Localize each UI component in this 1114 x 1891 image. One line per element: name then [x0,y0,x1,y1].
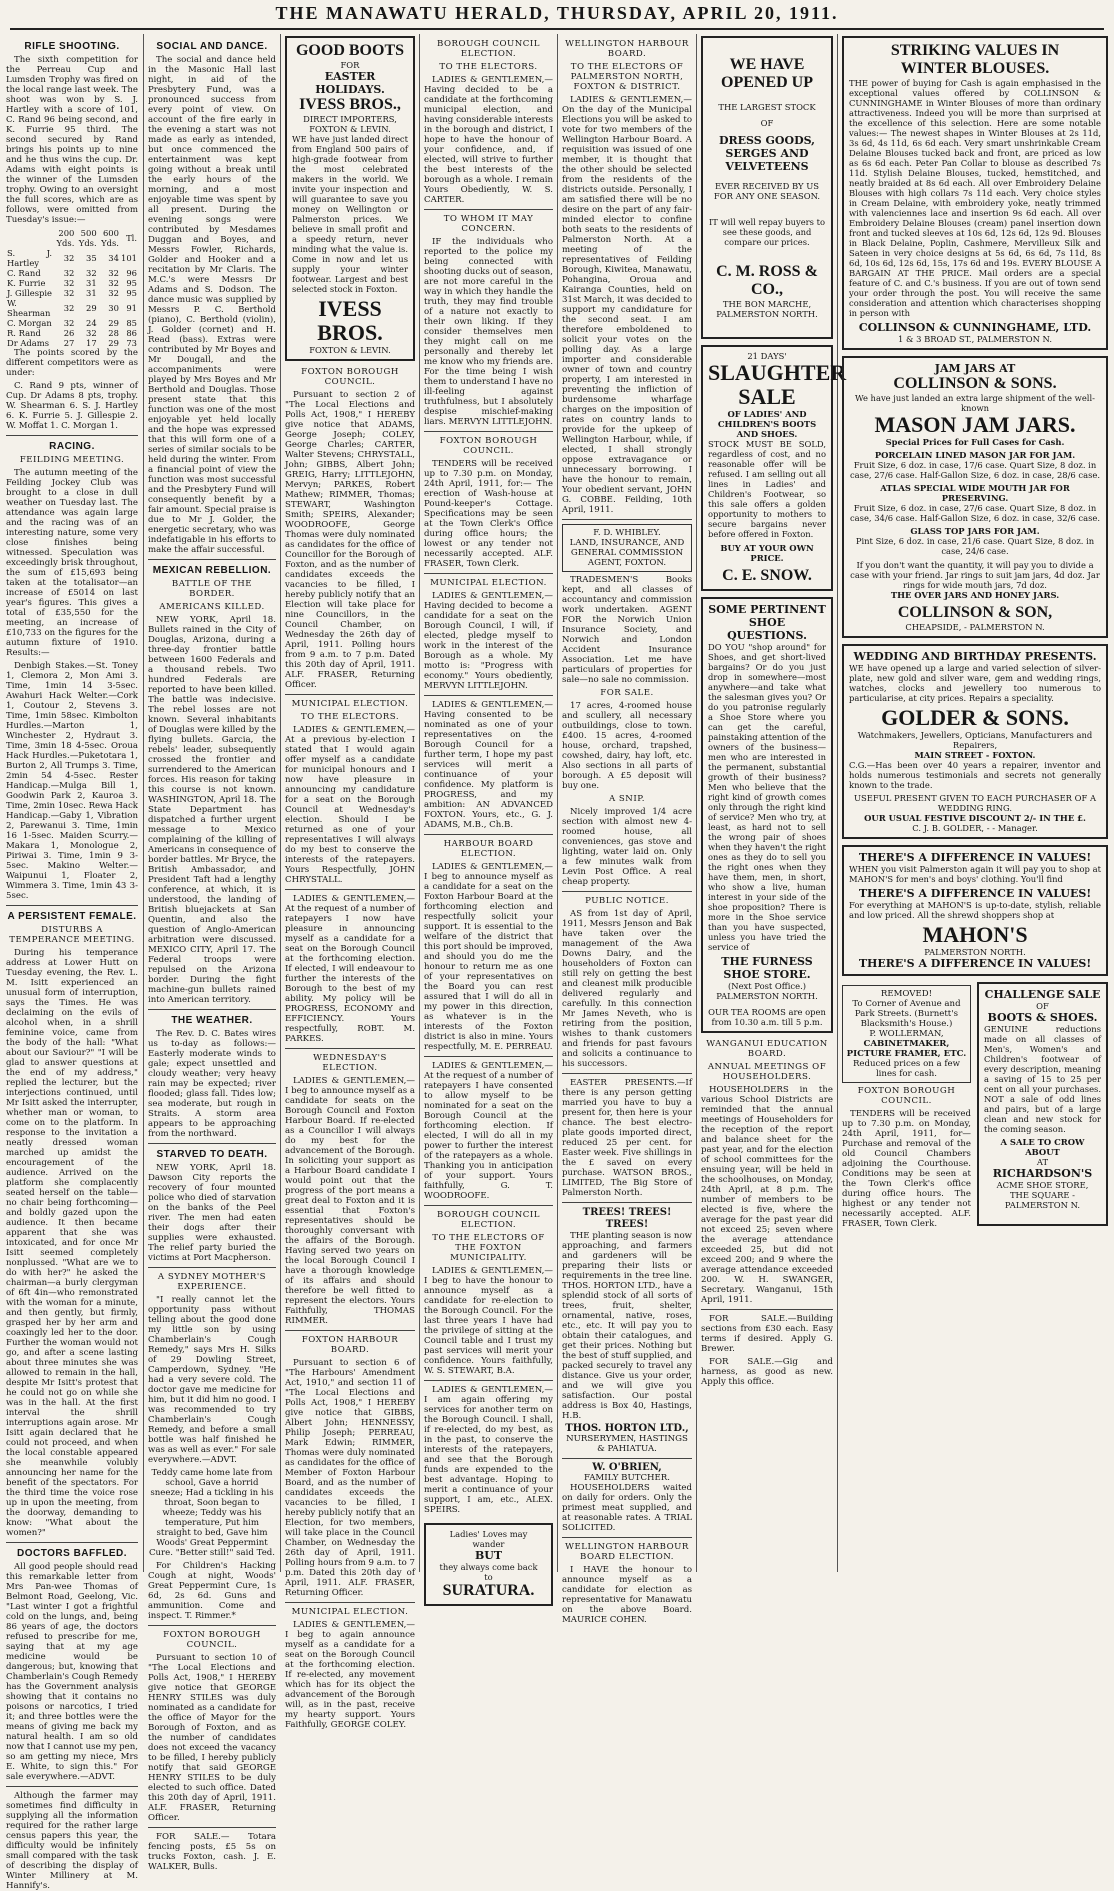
subheadline: TO THE ELECTORS OF THE FOXTON MUNICIPALITY. [432,1233,545,1263]
divider [424,1380,553,1381]
divider [424,573,553,574]
ad-heading: SLAUGHTER [708,360,847,385]
ad-heading: THERE'S A DIFFERENCE IN VALUES! [858,851,1092,864]
ad-text: OF [760,118,774,128]
challenge-sale-ad [977,982,1108,1226]
table-cell: 28 [108,328,119,338]
ad-text: C. J. B. GOLDER, - - Manager. [912,823,1038,833]
divider [562,1537,692,1538]
table-cell: 34 [108,253,119,263]
ad-text: OUR TEA ROOMS are open from 10.30 a.m. till 5 p.m. [708,1007,826,1027]
ad-text: THE OVER JARS AND HONEY JARS. [890,590,1060,600]
headline: SOCIAL AND DANCE. [156,41,268,52]
ad-heading: GOOD BOOTS [295,42,405,59]
article-body: All good people should read this remarkable letter from Mrs Pan-wee Thomas of Belmont Road, Geelong, Vic. "Last winter I got a frightful cold on the lungs, and, being 86 years of age, the doctors refused to prescribe for me, saying that at my age medicine would be dangerous; but, knowing that Chamberlain's Cough Remedy has the Government analysis showing that it contains no poisons or narcotics, I tried it; and three bottles were the means of giving me back my natural health. I am so old now that I cannot use my pen, so am getting my niece, Mrs E. White, to sign this." For sale everywhere.—ADVT. [6,1562,138,1782]
table-cell: 101 [121,253,137,263]
divider [148,1143,276,1144]
ad-text: they always come back [439,1562,538,1572]
subheadline: WEDNESDAY'S ELECTION. [313,1053,387,1073]
table-cell: 26 [63,328,75,338]
ad-text: IT will well repay buyers to see these goods, and compare our prices. [708,217,826,247]
notice-body: LADIES & GENTLEMEN,— At the request of a number of ratepayers I now have pleasure in announcing myself as a candidate for a seat on the Borough Council at the forthcoming election. If elected, I will endeavour to further the interests of the Borough to the best of my ability. My policy will be PROGRESS, ECONOMY and EFFICIENCY. Yours respectfully, ROBT. M. PARKES. [285,894,415,1044]
column-6 [701,36,847,1572]
ad-text: PORCELAIN LINED MASON JAR FOR JAM. [874,450,1076,460]
notice-body: LADIES & GENTLEMEN,— I beg to announce myself as a candidate for seats on the Borough Council and Foxton Harbour Board. If re-elected as a Councillor I will always do my best for the advancement of the Borough. In soliciting your support as a Harbour Board candidate I would point out that the progress of the port means a great deal to Foxton and it is essential that Foxton's representatives should be thoroughly conversant with the affairs of the Borough. Having served two years on the local Borough Council I have a thorough knowledge of its affairs and should therefore be well fitted to represent the electors. Yours Faithfully, THOMAS RIMMER. [285,1076,415,1326]
article-body: NEW YORK, April 18. Bullets rained in the City of Douglas, Arizona, during a three-day frontier battle between 1600 Federals and a thousand rebels. Two hundred Federals are reported to have been killed. The battle was indecisive. The rebel losses are not known. Several inhabitants of Douglas were killed by the flying bullets. Garcia, the rebels' leader, subsequently crossed the frontier and surrendered to the American forces. His reason for taking this course is not known. WASHINGTON, April 18. The State Department has dispatched a further urgent message to Mexico complaining of the killing of Americans in consequence of border battles. Mr Bryce, the British Ambassador, and President Taft had a lengthy conference, at which, it is understood, the landing of British bluejackets at San Quentin, and also the question of Anglo-American arbitration were discussed. MEXICO CITY, April 17. The Federal troops were repulsed on the Arizona border. During the fight machine-gun bullets rained into American territory. [148,615,276,1005]
subheadline: FOXTON HARBOUR BOARD. [301,1335,399,1355]
table-cell [6,228,53,248]
table-cell: 86 [126,328,137,338]
table-cell: 32 [63,288,75,298]
headline: THE WEATHER. [171,1015,253,1026]
notice-body: TENDERS will be received up to 7.30 p.m. on Monday, 24th April, 1911, for:— The erection of Wash-house at Pound-keeper's Cottage. Specifications may be seen at the Town Clerk's Office during office hours; the lowest or any tender not necessarily accepted. ALF. FRASER, Town Clerk. [424,459,553,569]
table-row [6,248,138,268]
ad-heading: OPENED UP [721,74,813,91]
subheadline: A SNIP. [608,794,645,804]
notice-body: TENDERS will be received up to 7.30 p.m. on Monday, 24th April, 1911, for— Purchase and removal of the old Council Chambers adjoining the Courthouse. Conditions may be seen at the Town Clerk's office during office hours. The highest or any tender not necessarily accepted. ALF. FRASER, Town Clerk. [842,1109,971,1229]
furness-shoe-ad [701,597,833,1033]
notice-body: TRADESMEN'S Books kept, and all classes of accountancy and commission work undertaken. AGENT FOR the Norwich Union Insurance Society, and Norwich and London Accident Insurance Association. Let me have particulars of properties for sale—no sale no commission. [562,575,692,685]
masthead-rule [10,28,1104,30]
notice-body: IF the individuals who reported to the police my being connected with shooting ducks out of season, are not more careful in the way in which they handle the truth, they may find trouble of a nature not exactly to their own liking. If they consider themselves men they might call on me personally and thereby let me know who my friends are. For the time being I wish them to understand I have no ill-feeling against truthfulness, but I absolutely despise mischief-making liars. MERVYN LITTLEJOHN. [424,237,553,427]
article-body: The autumn meeting of the Feilding Jockey Club was brought to a close in dull weather on Tuesday last. The attendance was again large and the racing was of an interesting nature, some very close finishes being witnessed. Speculation was exceedingly brisk throughout, the sum of £15,693 being taken at the totalisator—an increase of £5014 on last year's figures. This gives a total of £35,550 for the meeting, an increase of £10,733 on the figures for the autumn fixture of 1910. Results:— [6,468,138,658]
bottom-ad-row [842,982,1108,1232]
table-cell: 200 Yds. [56,228,75,248]
ad-heading: GOLDER & SONS. [881,705,1069,730]
table-row [6,268,138,278]
blouse-ad [842,36,1108,350]
table-cell: 24 [85,318,97,328]
ad-text: FOR [340,60,360,70]
ad-text: To Corner of Avenue and Park Streets. (Burnett's Blacksmith's House.) [852,999,961,1029]
classified-ad: FOR SALE.—Gig and harness, as good as new. Apply this office. [701,1357,833,1387]
table-cell: 600 Yds. [101,228,119,248]
subheadline: MUNICIPAL ELECTION. [291,1607,409,1617]
divider [6,905,138,906]
divider [424,1056,553,1057]
table-cell: 32 [63,268,75,278]
table-cell: 31 [85,288,97,298]
subheadline: TO WHOM IT MAY CONCERN. [443,214,534,234]
ad-heading: EASTER HOLIDAYS. [315,70,385,96]
table-cell: 73 [126,338,137,348]
notice-body: 17 acres, 4-roomed house and scullery, all necessary outbuildings, close to town. £400. 15 acres, 4-roomed house, orchard, trapshed, cowshed, dairy, hay loft, etc. Also sections in all parts of borough. A £5 deposit will buy one. [562,701,692,791]
subheadline: TO THE ELECTORS OF PALMERSTON NORTH, FOXTON & DISTRICT. [570,62,684,92]
ad-heading: BOOTS & SHOES. [987,1011,1098,1024]
ad-body: GENUINE reductions made on all classes of Men's, Women's and Children's footwear of every description, meaning a saving of 15 to 25 per cent on all your purchases. NOT a sale of odd lines and pairs, but of a large clean and new stock for the coming season. [983,1024,1101,1134]
notice-body: Pursuant to section 10 of "The Local Elections and Polls Act, 1908," I HEREBY give notice that GEORGE HENRY STILES was duly nominated as a candidate for the office of Mayor for the Borough of Foxton, and as the number of candidates does not exceed the vacancy to be filled, I hereby publicly notify that said GEORGE HENRY STILES to be duly elected to such office. Dated this 20th day of April, 1911. ALF. FRASER, Returning Officer. [148,1653,276,1823]
ad-heading: WINTER BLOUSES. [900,60,1050,77]
ad-text: A SALE TO CROW ABOUT [1000,1137,1085,1157]
ad-text: (Next Post Office.) PALMERSTON NORTH. [716,981,818,1001]
ad-heading: W. O'BRIEN, [592,1462,662,1473]
ad-body: WE have just landed direct from England 500 pairs of high-grade footwear from the most celebrated makers in the world. We invite your inspection and will guarantee to save you money on Wellington or Palmerston prices. We believe in small profit and a speedy return, never minding what the value is. Come in now and let us supply your winter footwear. Largest and best selected stock in Foxton. [292,134,408,294]
divider [424,209,553,210]
subheadline: BOROUGH COUNCIL ELECTION. [437,39,540,59]
notice-body: LADIES & GENTLEMEN,— I beg to announce myself as a candidate for a seat on the Foxton Harbour Board at the forthcoming election and respectfully solicit your support. It is essential to the welfare of the district that this port should be improved, and should you do me the honour to return me as one of your representatives on the Board you can rest assured that I will do all in my power in this direction, as whatever is in the interests of the Foxton district is also in mine. Yours respectfully, M. E. PERREAU. [424,862,553,1052]
ad-body: WE have opened up a large and varied selection of silver-plate, new gold and silver ware, gem and wedding rings, watches, clocks and jewellery too numerous to particularise, at city prices. Repairs a speciality. [849,663,1101,703]
divider [148,559,276,560]
ross-ad [701,36,833,339]
ad-heading: VELVETEENS [725,160,809,173]
notice-body: EASTER PRESENTS.—If there is any person getting married you have to buy a present for, then here is your chance. The best electro-plate goods imported direct, reduced 25 per cent. for Easter week. Five shillings in the £ saved on every purchase. WATSON BROS., LIMITED, The Big Store of Palmerston North. [562,1078,692,1198]
ad-text: Fruit Size, 6 doz. in case, 27/6 case. Quart Size, 8 doz. in case, 34/6 case. Half-Gallon Size, 6 doz. in case, 32/6 case. [849,503,1101,523]
table-cell: 31 [85,278,97,288]
ad-heading: C. M. ROSS & CO., [716,263,818,298]
ad-text: LAND, INSURANCE, AND GENERAL COMMISSION AGENT, FOXTON. [569,538,685,568]
column-1 [6,36,138,1891]
table-cell: 32 [108,268,119,278]
verse: Teddy came home late from school, Gave a horrid sneeze; Had a tickling in his throat, Soon began to wheeze; Teddy was his temperature, Put him straight to bed, Gave him Woods' Great Peppermint Cure. "Better still!" said Ted. [148,1468,276,1558]
ad-body: THE power of buying for Cash is again emphasised in the exceptional values offered by COLLINSON & CUNNINGHAME in Winter Blouses of more than ordinary attractiveness. Indeed you will be more than surprised at the excellence of this selection. Here are some notable values:— The newest shapes in Winter Blouses at 2s 11d, 3s 6d, 4s 11d, 6s 6d each. Very smart unshrinkable Cream Delaine Blouses tucked back and front, are priced as low as 6s 6d each. Peter Pan Collar to blouse as described 7s 11d. Stylish Delaine Blouses, tucked, hemstitched, and neatly braided at 8s 6d each. All over Embroidery Delaine Blouses with high collars 7s 11d each. Very choice styles in Cream Delaine, with embroidery yoke, neatly trimmed with valenciennes lace and insertion 9s 6d each. All over Embroidery Delaine Blouses (cream) panel insertion down front and tucked sleeves at 10s 6d, 12s 6d, 12s 9d. Blouses in Black Delaine, Poplin, Cashmere, Mervilleux Silk and Sateen in very choice designs at 5s 6d, 6s 6d, 7s 11d, 8s 6d, 10s 6d, 12s 6d, 15s, 17s 6d and 19s. EVERY BLOUSE A BARGAIN AT THE PRICE. Mail orders are a special feature of C. and C.'s business. If you are out of town send your order through the post. You will receive the same consideration and attention which characterises shopping in person with [849,78,1101,318]
article-body: NEW YORK, April 18. Dawson City reports the recovery of four mounted police who died of starvation on the banks of the Peel river. The men had eaten their dogs after their supplies were exhausted. The relief party buried the victims at Port Macpherson. [148,1163,276,1263]
ad-heading: SURATURA. [442,1582,535,1599]
table-cell: 85 [126,318,137,328]
ad-heading: DRESS GOODS, [718,134,816,147]
column-rule [280,34,281,1572]
column-7 [842,36,1108,1572]
subheadline: BATTLE OF THE BORDER. [171,579,253,599]
table-cell: 500 Yds. [78,228,97,248]
ad-text: FOXTON & LEVIN. [309,345,391,355]
table-row [6,338,138,348]
ad-heading: WE HAVE [729,56,805,73]
table-cell: 29 [108,318,119,328]
divider [148,1625,276,1626]
article-body: For Children's Hacking Cough at night, Woods' Great Peppermint Cure, 1s 6d, 2s 6d. Guns and ammunition. Come and inspect. T. Rimmer.* [148,1561,276,1621]
notice-body: LADIES & GENTLEMEN,— Having consented to be nominated as one of your representatives on the Borough Council for a further term, I hope my past services will merit a continuance of your confidence. My platform is PROGRESS, and my ambition: AN ADVANCED FOXTON. Yours, etc., G. J. ADAMS, M.B., Ch.B. [424,700,553,830]
article-body: The sixth competition for the Perreau Cup and Lumsden Trophy was fired on the local range last week. The shoot was won by S. J. Hartley with a score of 101, C. Rand 96 being second, and K. Furrie 95 third. The second secured by Rand brings his points up to nine and he thus wins the cup. Dr. Adams with eight points is the winner of the Lumsden trophy. Owing to an oversight the full scores, which are as follows, were omitted from Tuesday's issue:— [6,55,138,225]
ad-heading: SALE [738,384,796,409]
divider [6,1786,138,1787]
masthead: THE MANAWATU HERALD, THURSDAY, APRIL 20, 1911. [275,3,839,23]
table-cell: 32 [63,278,75,288]
notice-body: THE planting season is now approaching, and farmers and gardeners will be preparing their lists or requirements in the tree line. THOS. HORTON LTD., have a splendid stock of all sorts of trees, fruit, shelter, ornamental, native, roses, etc., etc. It will pay you to obtain their catalogues, and get their prices. Nothing but the best of stuff supplied, and packed securely to travel any distance. Give us your order, and we will give you satisfaction. Our postal address is Box 40, Hastings, H.B. [562,1231,692,1421]
suratura-ad [424,1523,553,1606]
subheadline: AMERICANS KILLED. [159,602,265,612]
subheadline: PUBLIC NOTICE. [585,896,669,906]
notice-body: HOUSEHOLDERS in the various School Districts are reminded that the annual meetings of Householders for the reception of the report and balance sheet for the past year, and for the election of school committees for the ensuing year, will be held in the schoolhouses, on Monday, 24th April, at 8 p.m. The number of members to be elected is five, where the average for the past year did not exceed 25; seven where the average attendance exceeded 25, but did not exceed 200; and 9 where the average attendance exceeded 200. W. H. SWANGER, Secretary. Wanganui, 15th April, 1911. [701,1085,833,1305]
subheadline: HARBOUR BOARD ELECTION. [443,839,534,859]
ad-heading: COLLINSON & SON, [897,604,1053,621]
headline: RACING. [49,441,95,452]
ad-heading: RICHARDSON'S [992,1167,1093,1180]
notice-body: Nicely improved 1/4 acre section with almost new 4-roomed house, all conveniences, gas stove and lighting, water laid on. Only a few minutes walk from Levin Post Office. A real cheap property. [562,807,692,887]
snow-sale-ad [701,345,847,591]
ad-text: GLASS TOP JARS FOR JAM. [910,526,1040,536]
subheadline: A SYDNEY MOTHER'S EXPERIENCE. [157,1272,267,1292]
column-4 [424,36,553,1599]
table-cell: 29 [85,303,97,313]
subheadline: BOROUGH COUNCIL ELECTION. [437,1210,540,1230]
ad-heading: CHALLENGE SALE [984,988,1101,1001]
ad-text: CABINETMAKER, PICTURE FRAMER, ETC. [846,1039,967,1059]
ad-text: 21 DAYS' [747,351,787,361]
ad-heading: COLLINSON & CUNNINGHAME, LTD. [858,321,1092,334]
ad-text: Ladies' Loves may [449,1529,528,1539]
table-cell: K. Furrie [7,278,46,288]
ad-heading: COLLINSON & SONS. [893,375,1057,392]
ad-text: MAIN STREET - FOXTON. [914,750,1036,760]
notice-body: LADIES & GENTLEMEN,— I beg to again announce myself as a candidate for a seat on the Borough Council at the forthcoming election. If re-elected, any movement which has for its object the advancement of the Borough will, as in the past, receive my hearty support. Yours Faithfully, GEORGE COLEY. [285,1620,415,1730]
table-cell: C. Morgan [7,318,52,328]
ad-text: Watchmakers, Jewellers, Opticians, Manufacturers and Repairers, [857,730,1093,750]
bottom-left-ads [842,982,971,1232]
ad-body: DO YOU "shop around" for Shoes, and get short-lived bargains? Or do you just drop in somewhere—most anywhere—and take what the salesman gives you? Or do you patronise regularly a Shoe Store where you can get the careful, painstaking attention of the owners of the business—men who are interested in the permanent, substantial growth of their business? Men who believe that the right kind of growth comes only through the right kind of service? Men who try, at least, as hard not to sell the wrong pair of shoes when they haven't the right ones as they do to sell you the right ones when they have them, men, in short, who show a live, human interest in your side of the shoe proposition? There is more in the Shoe service than you have suspected, unless you have tried the service of [708,642,826,952]
ad-heading: TREES! [582,1207,626,1218]
table-row [6,288,138,298]
removed-ad [842,985,971,1083]
subheadline: DISTURBS A TEMPERANCE MEETING. [9,925,135,945]
subheadline: TO THE ELECTORS. [439,62,538,72]
table-cell: 29 [108,338,119,348]
ad-heading: F. D. WHIBLEY. [593,528,661,538]
table-cell: 32 [63,303,75,313]
divider [285,694,415,695]
ad-text: NURSERYMEN, HASTINGS & PAHIATUA. [566,1434,688,1454]
ad-text: ACME SHOE STORE, [996,1180,1089,1190]
ad-text: THE LARGEST STOCK [718,102,816,112]
ad-heading: THE FURNESS SHOE STORE. [721,955,813,981]
table-cell: 17 [85,338,97,348]
notice-body: LADIES & GENTLEMEN,— On the day of the Municipal Elections you will be asked to vote for two members of the Wellington Harbour Board. A requisition was issued of one member, it is thought that the other should be selected from the residents of the districts outside. Personally, I am satisfied there will be no desire on the part of any fair-minded elector to confine both seats to the residents of Palmerston North. At a meeting of the representatives of Feilding Borough, Kiwitea, Manawatu, Pohangina, Oroua and Kairanga Counties, held on 31st March, it was decided to support my candidature for the second seat. I am therefore emboldened to solicit your votes on the polling day. As a large importer and considerable owner of town and country property, I am interested in preventing the infliction of burdensome wharfage charges on the imposition of rates on country lands to provide for the upkeep of Wellington Harbour, while, if elected, I shall strongly oppose extravagance or unnecessary borrowing. I have the honour to remain, Your obedient servant, JOHN G. COBBE. Feilding, 10th April, 1911. [562,95,692,515]
ad-heading: P. WOLLERMAN, [869,1029,944,1039]
column-2 [148,36,276,1872]
divider [285,1602,415,1603]
table-cell: 32 [63,253,75,263]
table-cell: 32 [85,268,97,278]
subheadline: FOXTON BOROUGH COUNCIL. [857,1086,956,1106]
divider [6,435,138,436]
ad-text: to [484,1572,493,1582]
notice-body: LADIES & GENTLEMEN,— I am again offering my services for another term on the Borough Council. I shall, if re-elected, do my best, as in the past, to conserve the interests of the ratepayers, and see that the Borough funds are expended to the best advantage. Hoping to merit a continuance of your support, I am, etc., ALEX. SPEIRS. [424,1385,553,1515]
notice-body: LADIES & GENTLEMEN,— I beg to have the honour to announce myself as a candidate for re-election to the Borough Council. For the last three years I have had the privilege of sitting at the Council table and I trust my past services will merit your confidence. Yours faithfully, W. S. STEWART, B.A. [424,1266,553,1376]
table-cell: 32 [63,318,75,328]
ad-text: DIRECT IMPORTERS, FOXTON & LEVIN. [303,114,397,134]
divider [148,1827,276,1828]
ad-text: OF LADIES' AND CHILDREN'S BOOTS AND SHOES. [717,409,817,439]
divider [285,1048,415,1049]
ad-text: USEFUL PRESENT GIVEN TO EACH PURCHASER OF A WEDDING RING. [853,793,1097,813]
notice-body: AS from 1st day of April, 1911, Messrs Jenson and Bak have taken over the management of the Awa Downs Dairy, and the householders of Foxton can still rely on getting the best and cleanest milk producible delivered regularly and carefully. In this connection Mr James Neveth, who is retiring from the position, wishes to thank customers and friends for past favours and solicits a continuance to his successors. [562,909,692,1069]
table-cell: 96 [126,268,137,278]
ad-heading: TREES! [605,1219,649,1230]
ad-text: PALMERSTON NORTH. [716,309,818,319]
divider [424,431,553,432]
notice-body: I HAVE the honour to announce myself as a candidate for election as representative for Manawatu on the above Board. MAURICE COHEN. [562,1565,692,1625]
headline: STARVED TO DEATH. [156,1149,268,1160]
ad-heading: THERE'S A DIFFERENCE IN VALUES! [858,957,1092,970]
table-row [6,298,138,318]
divider [424,1205,553,1206]
ad-text: wander [472,1539,505,1549]
ad-heading: MASON JAM JARS. [874,412,1076,437]
table-cell: 91 [126,303,137,313]
table-cell: C. Rand [7,268,41,278]
table-cell: Dr Adams [7,338,50,348]
ad-heading: WEDDING AND BIRTHDAY PRESENTS. [853,650,1097,663]
ad-text: 1 & 3 BROAD ST., PALMERSTON N. [897,334,1053,344]
ad-text: OF [1036,1001,1049,1011]
ad-body: WHEN you visit Palmerston again it will pay you to shop at MAHON'S for men's and boys' clothing. You'll find [849,864,1101,884]
ad-heading: TREES! [628,1207,672,1218]
table-header-row [6,228,138,248]
table-cell: 95 [126,288,137,298]
score-table [6,228,138,348]
ad-body: For everything at MAHON'S is up-to-date, stylish, reliable and low priced. All the shrewd shoppers shop at [849,900,1101,920]
headline: A PERSISTENT FEMALE. [7,911,137,922]
table-cell: Tl. [126,233,137,243]
article-body: The points scored by the different competitors were as under: [6,348,138,378]
ad-text: THE SQUARE - PALMERSTON N. [1004,1190,1081,1210]
divider [424,834,553,835]
table-cell: S. J. Hartley [7,248,53,268]
notice-body: Pursuant to section 6 of "The Harbours' Amendment Act, 1910," and section 11 of "The Local Elections and Polls Act, 1908," I HEREBY give notice that GIBBS, Albert John; HENNESSY, Philip Joseph; PERREAU, Mark Edwin; RIMMER, Thomas were duly nominated as candidates for the office of Member of Foxton Harbour Board, and as the number of candidates exceeds the vacancies to be filled, I hereby publicly notify that an Election, for two members, will take place in the Council Chamber, on Wednesday the 26th day of April, 1911. Polling hours from 9 a.m. to 7 p.m. Dated this 20th day of April, 1911. ALF. FRASER, Returning Officer. [285,1358,415,1598]
divider [562,519,692,520]
divider [285,1330,415,1331]
article-body: The social and dance held in the Masonic Hall last night, in aid of the Presbytery Fund, was a pronounced success from every point of view. On account of the fire early in the evening a start was not made as early as intended, but once commenced the entertainment was kept going without a break until the early hours of the morning, and a most enjoyable time was spent by all present. During the evening songs were contributed by Mesdames Duggan and Boyes, and Messrs Fowler, Richards, Golder and Hooker and a recitation by Mr Claris. The M.C.'s were Messrs Dr Adams and S. Dodson. The dance music was supplied by Messrs P. C. Berthold (piano), C. Berthold (violin), J. Golder (cornet) and H. Read (bass). Extras were contributed by Mr Boyes and Mr Dougall, and the accompaniments were played by Mrs Boyes and Mr Berthold and Douglas. Those present state that this function was one of the most enjoyable yet held locally and the hope was expressed that this will form one of a series of similar socials to be held during the winter. From a financial point of view the function was most successful and the Presbytery Fund will consequently benefit by a fair amount. Special praise is due to Mr J. Golder, the energetic secretary, who was indefatigable in his efforts to make the affair successful. [148,55,276,555]
ad-text: If you don't want the quantity, it will pay you to divide a case with your friend. Jar rings to suit jam jars, 4d doz. Jar rings for wide mouth jars, 7d doz. [850,560,1100,590]
subheadline: FOXTON BOROUGH COUNCIL. [301,367,399,387]
subheadline: FOXTON BOROUGH COUNCIL. [439,436,538,456]
table-cell: 95 [126,278,137,288]
ad-heading: JAM JARS AT [934,362,1016,375]
divider [562,1458,692,1459]
article-body: "I really cannot let the opportunity pass without telling about the good done my little son by using Chamberlain's Cough Remedy," says Mrs H. Silks of 29 Dowling Street, Camperdown, Sydney. "He had a very severe cold. The doctor gave me medicine for him, but it did him no good. I was recommended to try Chamberlain's Cough Remedy, and before a small bottle was half finished he was as well as ever." For sale everywhere.—ADVT. [148,1295,276,1465]
subheadline: ANNUAL MEETINGS OF HOUSEHOLDERS. [707,1062,827,1082]
divider [562,891,692,892]
table-row [6,318,138,328]
table-cell: 27 [63,338,75,348]
table-cell: 30 [108,303,119,313]
divider [562,1202,692,1203]
ad-text: PALMERSTON NORTH. [924,947,1026,957]
table-cell: 35 [85,253,97,263]
ad-text: CHEAPSIDE, - PALMERSTON N. [905,622,1045,632]
article-body: Although the farmer may sometimes find difficulty in supplying all the information required for the rather large census papers this year, the difficulty would be infinitely small compared with the task of describing the display of Winter Millinery at M. Hannify's. [6,1791,138,1891]
subheadline: MUNICIPAL ELECTION. [430,578,547,588]
divider [701,1309,833,1310]
subheadline: FOXTON BOROUGH COUNCIL. [163,1630,261,1650]
ad-heading: STRIKING VALUES IN [890,42,1060,59]
subheadline: WELLINGTON HARBOUR BOARD. [565,39,689,59]
subheadline: WELLINGTON HARBOUR BOARD ELECTION. [565,1542,689,1562]
article-body: Denbigh Stakes.—St. Toney 1, Clemora 2, Mon Ami 3. Time, 1min 14 3-5sec. Awahuri Hack Welter.—Cork 1, Coutour 2, Stevens 3. Time, 1min 58sec. Kimbolton Hurdles.—Marton 1, Winchester 2, Hydraut 3. Time, 3min 18 4-5sec. Oroua Hack Hurdles.—Puketotara 1, Burton 2, All Trumps 3. Time, 2min 54 4-5sec. Rester Handicap.—Mulga Bill 1, Goodwin Park 2, Kauroa 3. Time, 2min 10sec. Rewa Hack Handicap.—Gaby 1, Vibration 2, Parewanui 3. Time, 1min 16 1-5sec. Maiden Scurry.—Makara 1, Monologue 2, Piriwai 3. Time, 1min 9 3-5sec. Makino Welter.—Waipunui 1, Floater 2, Wimmera 3. Time, 1min 43 3-5sec. [6,661,138,901]
ad-body: C.G.—Has been over 40 years a repairer, inventor and holds numerous testimonials and secrets not generally known to the trade. [849,760,1101,790]
ad-heading: REMOVED! [880,989,933,999]
divider [148,1267,276,1268]
column-3 [285,36,415,1730]
subheadline: MUNICIPAL ELECTION. [291,699,409,709]
ad-heading: THERE'S A DIFFERENCE IN VALUES! [858,887,1092,900]
ad-heading: THOS. HORTON LTD., [565,1423,689,1434]
ad-text: Fruit Size, 6 doz. in case, 17/6 case. Quart Size, 8 doz. in case, 27/6 case. Half-Gallon Size, 6 doz. in case, 28/6 case. [849,460,1101,480]
ad-text: BUY AT YOUR OWN PRICE. [720,543,814,563]
column-5 [562,36,692,1625]
table-cell: 32 [85,328,97,338]
ad-heading: SOME PERTINENT SHOE QUESTIONS. [708,603,826,642]
ad-heading: MAHON'S [922,922,1028,947]
classified-ad: FOR SALE.—Building sections from £30 each. Easy terms if desired. Apply G. Brewer. [701,1314,833,1354]
table-cell: 32 [108,288,119,298]
headline: DOCTORS BAFFLED. [16,1548,128,1559]
ad-text: FAMILY BUTCHER. [583,1473,670,1483]
mahons-ad [842,845,1108,976]
table-cell: W. Shearman [7,298,51,318]
ad-text: OUR USUAL FESTIVE DISCOUNT 2/- IN THE £. [864,813,1086,823]
divider [285,889,415,890]
notice-body: LADIES & GENTLEMEN,— Having decided to become a candidate for a seat on the Borough Council, I will, if elected, pledge myself to work in the interest of the Borough as a whole. My motto is: "Progress with economy." Yours obediently, MERVYN LITTLEJOHN. [424,591,553,691]
ad-text: AT [1036,1157,1049,1167]
ad-text: THE BON MARCHE, [722,299,812,309]
column-rule [837,34,838,1572]
article-body: During his temperance address at Lower Hutt on Tuesday evening, the Rev. L. M. Isitt experienced an unusual form of interruption, says the Times. He was declaiming on the evils of alcohol when, in a shrill feminine voice, came from the body of the hall: "What about our Saviour?" "I will be glad to answer questions at the end of my address," replied the lecturer, but the interjections continued, until Mr Isitt asked the interrupter, whether man or woman, to come on to the platform. In response to the invitation a neatly dressed woman marched up amidst the encouragement of the audience. Arrived on the platform she complacently seated herself on the table—no chair being forthcoming—and boldly gazed upon the audience. It then became apparent that she was intoxicated, and for once Mr Isitt seemed completely nonplussed. "What are we to do with her?" he asked the chairman—a burly clergyman of 6ft 4in—who remonstrated with the woman for a minute, and then gently, but firmly, grasped her by her arm and coaxingly led her to the door. Further the woman would not go, and after a scene lasting about three minutes she was allowed to remain in the hall, despite Mr Isitt's protest that he could not go on while she was in the hall. At the first interval the shrill interruptions again arose. Mr Isitt again declared that he could not proceed, and when the local constable appeared she meanwhile volubly announcing her name for the benefit of the spectators. For the third time the voice rose up in upon the meeting, from the doorway, demanding to know: "What about the women?" [6,948,138,1538]
golder-ad [842,644,1108,839]
column-rule [419,34,420,1572]
notice-body: LADIES & GENTLEMEN,— Having decided to be a candidate at the forthcoming municipal election, and having considerable interests in the borough and district, I hope to have the honour of your confidence, and, if elected, will strive to further the best interests of the borough as a whole. I remain Yours Obediently, W. S. CARTER. [424,75,553,205]
subheadline: FEILDING MEETING. [19,455,125,465]
headline: RIFLE SHOOTING. [24,41,120,52]
ad-body: STOCK MUST BE SOLD, regardless of cost, and no reasonable offer will be refused. I am selling out all lines in Ladies' and Children's Footwear, so this sale offers a golden opportunity to mothers to secure bargains never before offered in Foxton. [708,439,826,539]
subheadline: FOR SALE. [600,688,654,698]
ad-text: Pint Size, 6 doz. in case, 21/6 case. Quart Size, 8 doz. in case, 24/6 case. [855,536,1095,556]
notice-body: LADIES & GENTLEMEN,— At the request of a number of ratepayers I have consented to allow myself to be nominated for a seat on the Borough Council at the forthcoming election. If elected, I will do all in my power to further the interest of the ratepayers as a whole. Thanking you in anticipation of your support. Yours faithfully, G. T. WOODROOFE. [424,1061,553,1201]
ad-text: Special Prices for Full Cases for Cash. [885,437,1065,447]
column-rule [696,34,697,1572]
ad-heading: SERGES AND [725,147,809,160]
divider [424,695,553,696]
ad-text: EVER RECEIVED BY US FOR ANY ONE SEASON. [713,181,821,201]
ad-text: Reduced prices on a few lines for cash. [852,1059,960,1079]
subheadline: WANGANUI EDUCATION BOARD. [706,1039,828,1059]
ad-heading: IVESS BROS. [317,296,383,345]
ad-text: We have just landed an extra large shipment of the well-known [855,393,1095,413]
divider [562,1073,692,1074]
ad-heading: C. E. SNOW. [722,567,812,584]
table-cell: 32 [108,278,119,288]
article-body: The Rev. D. C. Bates wires us to-day as follows:— Easterly moderate winds to gale; expect unsettled and cloudy weather; very heavy rain may be expected; river flooded; glass fall. Tides low; sea moderate, but rough in Straits. A storm area appears to be approaching from the northward. [148,1029,276,1139]
ivess-boots-ad [285,36,415,361]
column-rule [143,34,144,1572]
classified-ad: FOR SALE.— Totara fencing posts, £5 5s on trucks Foxton, cash. J. E. WALKER, Bulls. [148,1832,276,1872]
article-body: C. Rand 9 pts, winner of Cup. Dr Adams 8 pts, trophy. W. Shearman 6. S. J. Hartley 6. K. Furrie 5. J. Gillespie 2. W. Moffat 1. C. Morgan 1. [6,381,138,431]
subheadline: TO THE ELECTORS. [300,712,400,722]
table-cell: J. Gillespie [7,288,53,298]
table-cell: R. Rand [7,328,41,338]
jam-jars-ad [842,356,1108,638]
whibley-ad [562,524,692,572]
notice-body: HOUSEHOLDERS waited on daily for orders. Only the primest meat supplied, and at reasonable rates. A TRIAL SOLICITED. [562,1483,692,1533]
notice-body: LADIES & GENTLEMEN,— At a previous by-election I stated that I would again offer myself as a candidate for municipal honours and I now have pleasure in announcing my candidature for a seat on the Borough Council at Wednesday's election. Should I be returned as one of your representatives I will always do my best to conserve the interests of the ratepayers. Yours Respectfully, JOHN CHRYSTALL. [285,725,415,885]
trees-heading [562,1207,692,1231]
ad-text: ATLAS SPECIAL WIDE MOUTH JAR FOR PRESERVING. [880,483,1070,503]
divider [148,1009,276,1010]
ad-heading: BUT [474,1549,503,1562]
table-row [6,328,138,338]
notice-body: Pursuant to section 2 of "The Local Elections and Polls Act, 1908," I HEREBY give notice that ADAMS, George Joseph; COLEY, George Charles; CARTER, Walter Stevens; CHRYSTALL, John; GIBBS, Albert John; GREIG, Harry; LITTLEJOHN, Mervyn; PARKES, Robert Mathew; RIMMER, Thomas; STEWART, Washington Smith; SPEIRS, Alexander; WOODROOFE, George Thomas were duly nominated as candidates for the office of Councillor for the Borough of Foxton, and as the number of candidates exceeds the vacancies to be filled, I hereby publicly notify that an Election will take place for nine Councillors, in the Council Chamber, on Wednesday the 26th day of April, 1911. Polling hours from 9 a.m. to 7 p.m. Dated this 20th day of April, 1911. ALF. FRASER, Returning Officer. [285,390,415,690]
headline: MEXICAN REBELLION. [152,565,272,576]
divider [6,1542,138,1543]
table-row [6,278,138,288]
column-rule [557,34,558,1572]
ad-heading: IVESS BROS., [299,96,401,113]
